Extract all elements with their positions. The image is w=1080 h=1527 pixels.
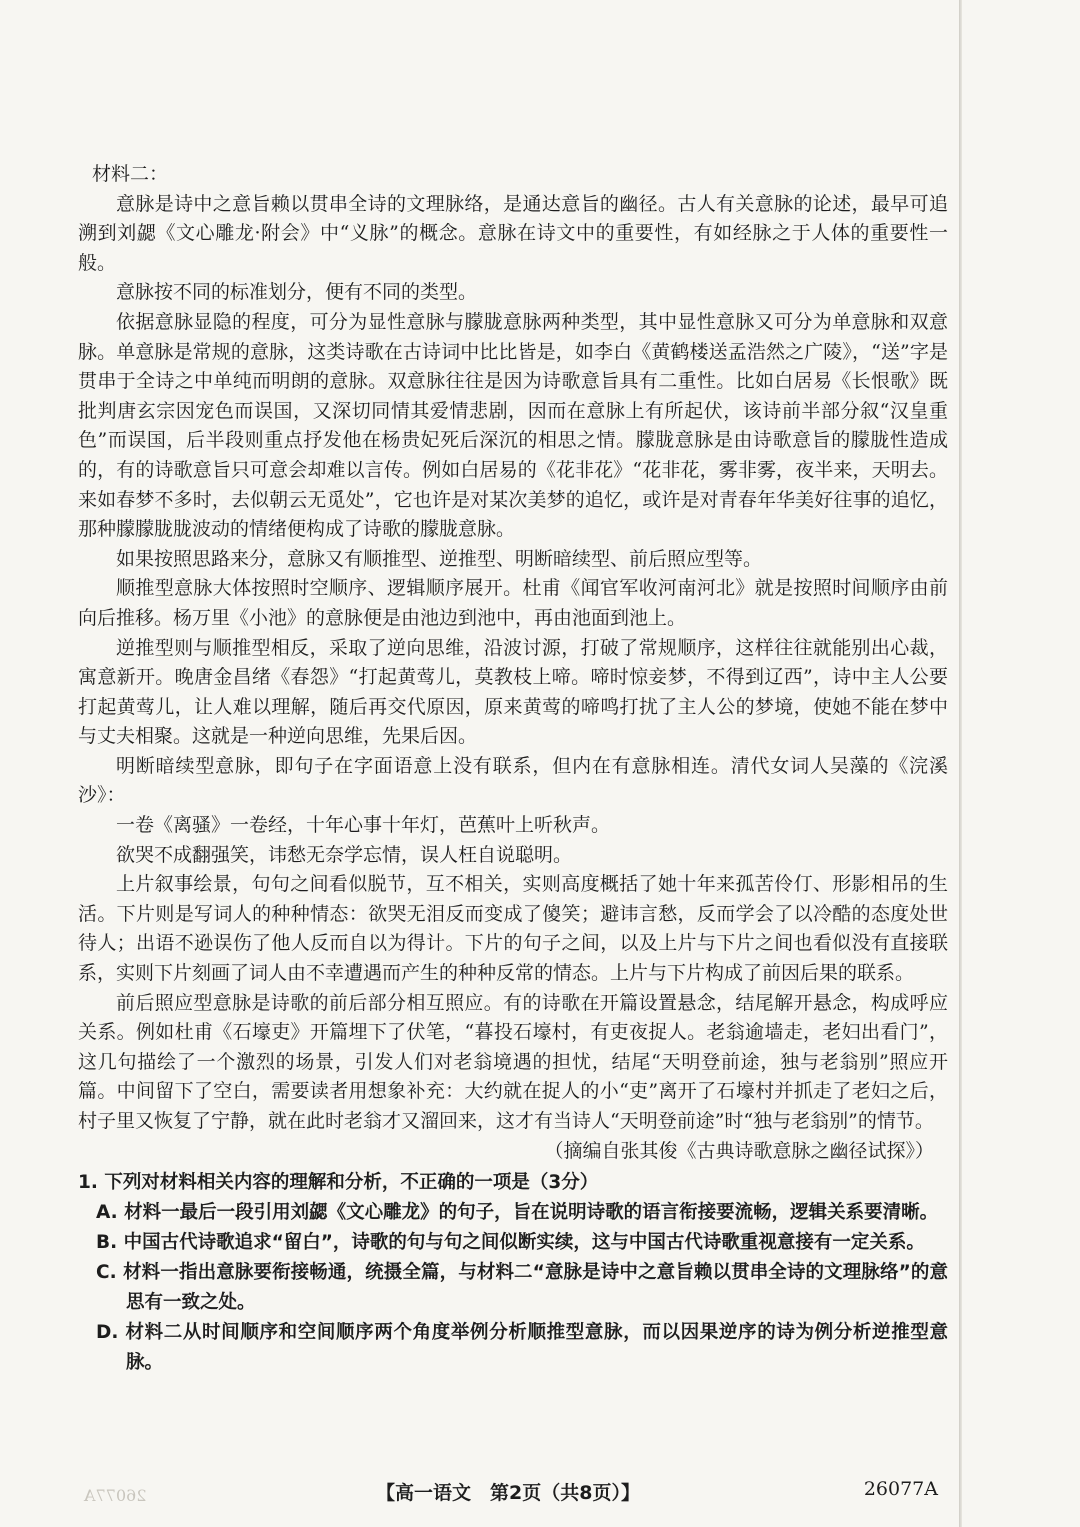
paragraph: 前后照应型意脉是诗歌的前后部分相互照应。有的诗歌在开篇设置悬念，结尾解开悬念，构成呼应关系。例如杜甫《石壕吏》开篇埋下了伏笔，“暮投石壕村，有吏夜捉人。老翁逾墙走，老妇出看门”，这几句描绘了一个激烈的场景，引发人们对老翁境遇的担忧，结尾“天明登前途，独与老翁别”照应开篇。中间留下了空白，需要读者用想象补充：大约就在捉人的小“吏”离开了石壕村并抓走了老妇之后，村子里又恢复了宁静，就在此时老翁才又溜回来，这才有当诗人“天明登前途”时“独与老翁别”的情节。	[78, 991, 948, 1132]
page-number: 【高一语文 第2页（共8页）】	[376, 1482, 640, 1504]
material-heading: 材料二：	[92, 163, 169, 185]
option-a: A. 材料一最后一段引用刘勰《文心雕龙》的句子，旨在说明诗歌的语言衔接要流畅，逻辑关系要清晰。	[96, 1202, 939, 1224]
question-stem: 1. 下列对材料相关内容的理解和分析，不正确的一项是（3分）	[78, 1172, 599, 1194]
option-b: B. 中国古代诗歌追求“留白”，诗歌的句与句之间似断实续，这与中国古代诗歌重视意接有一定关系。	[96, 1232, 925, 1254]
paragraph: 依据意脉显隐的程度，可分为显性意脉与朦胧意脉两种类型，其中显性意脉又可分为单意脉和双意脉。单意脉是常规的意脉，这类诗歌在古诗词中比比皆是，如李白《黄鹤楼送孟浩然之广陵》，“送”字是贯串于全诗之中单纯而明朗的意脉。双意脉往往是因为诗歌意旨具有二重性。比如白居易《长恨歌》既批判唐玄宗因宠色而误国，又深切同情其爱情悲剧，因而在意脉上有所起伏，该诗前半部分叙“汉皇重色”而误国，后半段则重点抒发他在杨贵妃死后深沉的相思之情。朦胧意脉是由诗歌意旨的朦胧性造成的，有的诗歌意旨只可意会却难以言传。例如白居易的《花非花》“花非花，雾非雾，夜半来，天明去。来如春梦不多时，去似朝云无觅处”，它也许是对某次美梦的追忆，或许是对青春年华美好往事的追忆，那种朦朦胧胧波动的情绪便构成了诗歌的朦胧意脉。	[78, 310, 948, 541]
article-body	[78, 160, 948, 1378]
paragraph: 顺推型意脉大体按照时空顺序、逻辑顺序展开。杜甫《闻官军收河南河北》就是按照时间顺序由前向后推移。杨万里《小池》的意脉便是由池边到池中，再由池面到池上。	[78, 577, 948, 629]
bleed-through-code: 26077A	[84, 1486, 147, 1505]
paragraph: 上片叙事绘景，句句之间看似脱节，互不相关，实则高度概括了她十年来孤苦伶仃、形影相吊的生活。下片则是写词人的种种情态：欲哭无泪反而变成了傻笑；避讳言愁，反而学会了以冷酷的态度处世待人；出语不逊误伤了他人反而自以为得计。下片的句子之间，以及上片与下片之间也看似没有直接联系，实则下片刻画了词人由不幸遭遇而产生的种种反常的情态。上片与下片构成了前因后果的联系。	[78, 873, 948, 985]
paragraph: 意脉按不同的标准划分，便有不同的类型。	[116, 281, 478, 304]
paragraph: 意脉是诗中之意旨赖以贯串全诗的文理脉络，是通达意旨的幽径。古人有关意脉的论述，最早可追溯到刘勰《文心雕龙·附会》中“义脉”的概念。意脉在诗文中的重要性，有如经脉之于人体的重要性一般。	[78, 192, 948, 274]
paragraph: 如果按照思路来分，意脉又有顺推型、逆推型、明断暗续型、前后照应型等。	[116, 547, 763, 570]
option-d: D. 材料二从时间顺序和空间顺序两个角度举例分析顺推型意脉，而以因果逆序的诗为例分析逆推型意脉。	[96, 1322, 948, 1374]
question-1	[78, 1168, 948, 1378]
poem-line: 一卷《离骚》一卷经，十年心事十年灯，芭蕉叶上听秋声。	[116, 814, 611, 837]
exam-code: 26077A	[863, 1478, 938, 1500]
poem-line: 欲哭不成翻强笑，讳愁无奈学忘情，误人枉自说聪明。	[116, 843, 573, 866]
paragraph: 明断暗续型意脉，即句子在字面语意上没有联系，但内在有意脉相连。清代女词人吴藻的《浣溪沙》：	[78, 754, 948, 807]
paragraph: 逆推型则与顺推型相反，采取了逆向思维，沿波讨源，打破了常规顺序，这样往往就能别出心裁，寓意新开。晚唐金昌绪《春怨》“打起黄莺儿，莫教枝上啼。啼时惊妾梦，不得到辽西”，诗中主人公要打起黄莺儿，让人难以理解，随后再交代原因，原来黄莺的啼鸣打扰了主人公的梦境，使她不能在梦中与丈夫相聚。这就是一种逆向思维，先果后因。	[78, 636, 948, 748]
option-c: C. 材料一指出意脉要衔接畅通，统摄全篇，与材料二“意脉是诗中之意旨赖以贯串全诗的文理脉络”的意思有一致之处。	[96, 1262, 948, 1314]
page-footer	[0, 1478, 1080, 1518]
source-citation: （摘编自张其俊《古典诗歌意脉之幽径试探》）	[544, 1139, 934, 1162]
page-edge	[959, 0, 962, 1527]
